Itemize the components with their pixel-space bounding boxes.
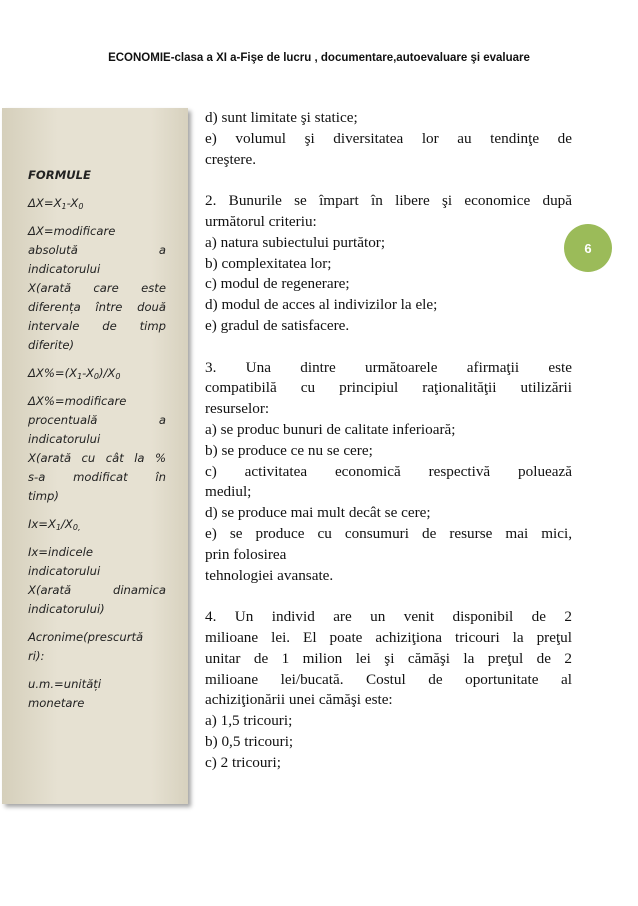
sidebar-line: Acronime(prescurtă <box>28 630 144 644</box>
questions-column <box>205 108 572 774</box>
text-line: milioane lei/bucată. Costul de oportunitate al <box>205 670 572 688</box>
sidebar-line: absolută a <box>28 243 166 257</box>
text-line: d) sunt limitate şi statice; <box>205 109 358 126</box>
text-line: 2. Bunurile se împart în libere şi economice după <box>205 192 572 210</box>
sidebar-line: indicatorului <box>28 262 101 276</box>
text-line: resurselor: <box>205 400 270 418</box>
sidebar-line: ΔX%=modificare <box>28 394 127 408</box>
sidebar-line: ri): <box>28 649 45 663</box>
answer-option: e) gradul de satisfacere. <box>205 316 350 334</box>
answer-option: e) se produce cu consumuri de resurse mai mici, <box>205 524 572 542</box>
text-line: prin folosirea <box>205 545 287 563</box>
text-line: achiziţionării unei cămăşi este: <box>205 691 393 709</box>
sidebar-title: FORMULE <box>28 168 91 182</box>
text-line: creştere. <box>205 150 257 168</box>
text-line: 4. Un individ are un venit disponibil de 2 <box>205 608 572 626</box>
answer-option: d) se produce mai mult decât se cere; <box>205 504 431 522</box>
text-line: unitar de 1 milion lei şi cămăşi la preţul de 2 <box>205 649 572 667</box>
formula-percent-change: $\Delta X\%=(X_1-X_0)/X_0$ <box>28 366 121 381</box>
formula-index: $Ix=X_1/X_{0,}$ <box>28 517 81 532</box>
percent-change-definition <box>28 392 166 506</box>
question-3 <box>205 358 572 587</box>
sidebar-line: procentuală a <box>28 413 166 427</box>
text-line: 3. Una dintre următoarele afirmaţii este <box>205 358 572 376</box>
answer-option: b) complexitatea lor; <box>205 254 332 272</box>
sidebar-line: X(arată care este <box>28 281 166 295</box>
page-header: ECONOMIE-clasa a XI a-Fişe de lucru , documentare,autoevaluare şi evaluare <box>108 52 530 64</box>
index-definition <box>28 543 166 619</box>
sidebar-line: ΔX=modificare <box>28 224 116 238</box>
question-1-tail <box>205 108 572 170</box>
text-line: milioane lei. El poate achiziţiona tricouri la preţul <box>205 628 572 646</box>
acronyms-heading <box>28 628 166 666</box>
sidebar-line: indicatorului) <box>28 602 105 616</box>
page-number-badge: 6 <box>564 224 612 272</box>
monetary-units-definition <box>28 675 166 713</box>
answer-option: d) modul de acces al indivizilor la ele; <box>205 296 438 314</box>
sidebar-line: diferența între două <box>28 300 166 314</box>
text-line: mediul; <box>205 483 252 501</box>
formula-absolute-change: $\Delta X=X_1-X_0$ <box>28 196 84 211</box>
sidebar-line: intervale de timp <box>28 319 166 333</box>
absolute-change-definition <box>28 222 166 355</box>
answer-option: a) se produc bunuri de calitate inferioară; <box>205 420 456 438</box>
answer-option: c) modul de regenerare; <box>205 275 350 293</box>
answer-option: a) 1,5 tricouri; <box>205 712 293 730</box>
text-line: tehnologiei avansate. <box>205 566 334 584</box>
question-2 <box>205 191 572 337</box>
sidebar-line: s-a modificat în <box>28 470 166 484</box>
sidebar-line: timp) <box>28 489 59 503</box>
answer-option: a) natura subiectului purtător; <box>205 233 386 251</box>
answer-option: c) 2 tricouri; <box>205 753 281 771</box>
sidebar-line: X(arată cu cât la % <box>28 451 166 465</box>
text-line: următorul criteriu: <box>205 212 317 230</box>
question-4 <box>205 607 572 773</box>
answer-option: b) 0,5 tricouri; <box>205 732 294 750</box>
answer-option: c) activitatea economică respectivă poluează <box>205 462 572 480</box>
text-line: e) volumul şi diversitatea lor au tendinţe de <box>205 129 572 147</box>
sidebar-line: monetare <box>28 696 85 710</box>
sidebar-line: u.m.=unități <box>28 677 102 691</box>
answer-option: b) se produce ce nu se cere; <box>205 441 373 459</box>
formulas-sidebar <box>2 108 188 804</box>
sidebar-line: X(arată dinamica <box>28 583 166 597</box>
sidebar-line: indicatorului <box>28 564 101 578</box>
sidebar-line: indicatorului <box>28 432 101 446</box>
sidebar-line: diferite) <box>28 338 74 352</box>
sidebar-line: Ix=indicele <box>28 545 94 559</box>
text-line: compatibilă cu principiul raţionalităţii utilizării <box>205 379 572 397</box>
